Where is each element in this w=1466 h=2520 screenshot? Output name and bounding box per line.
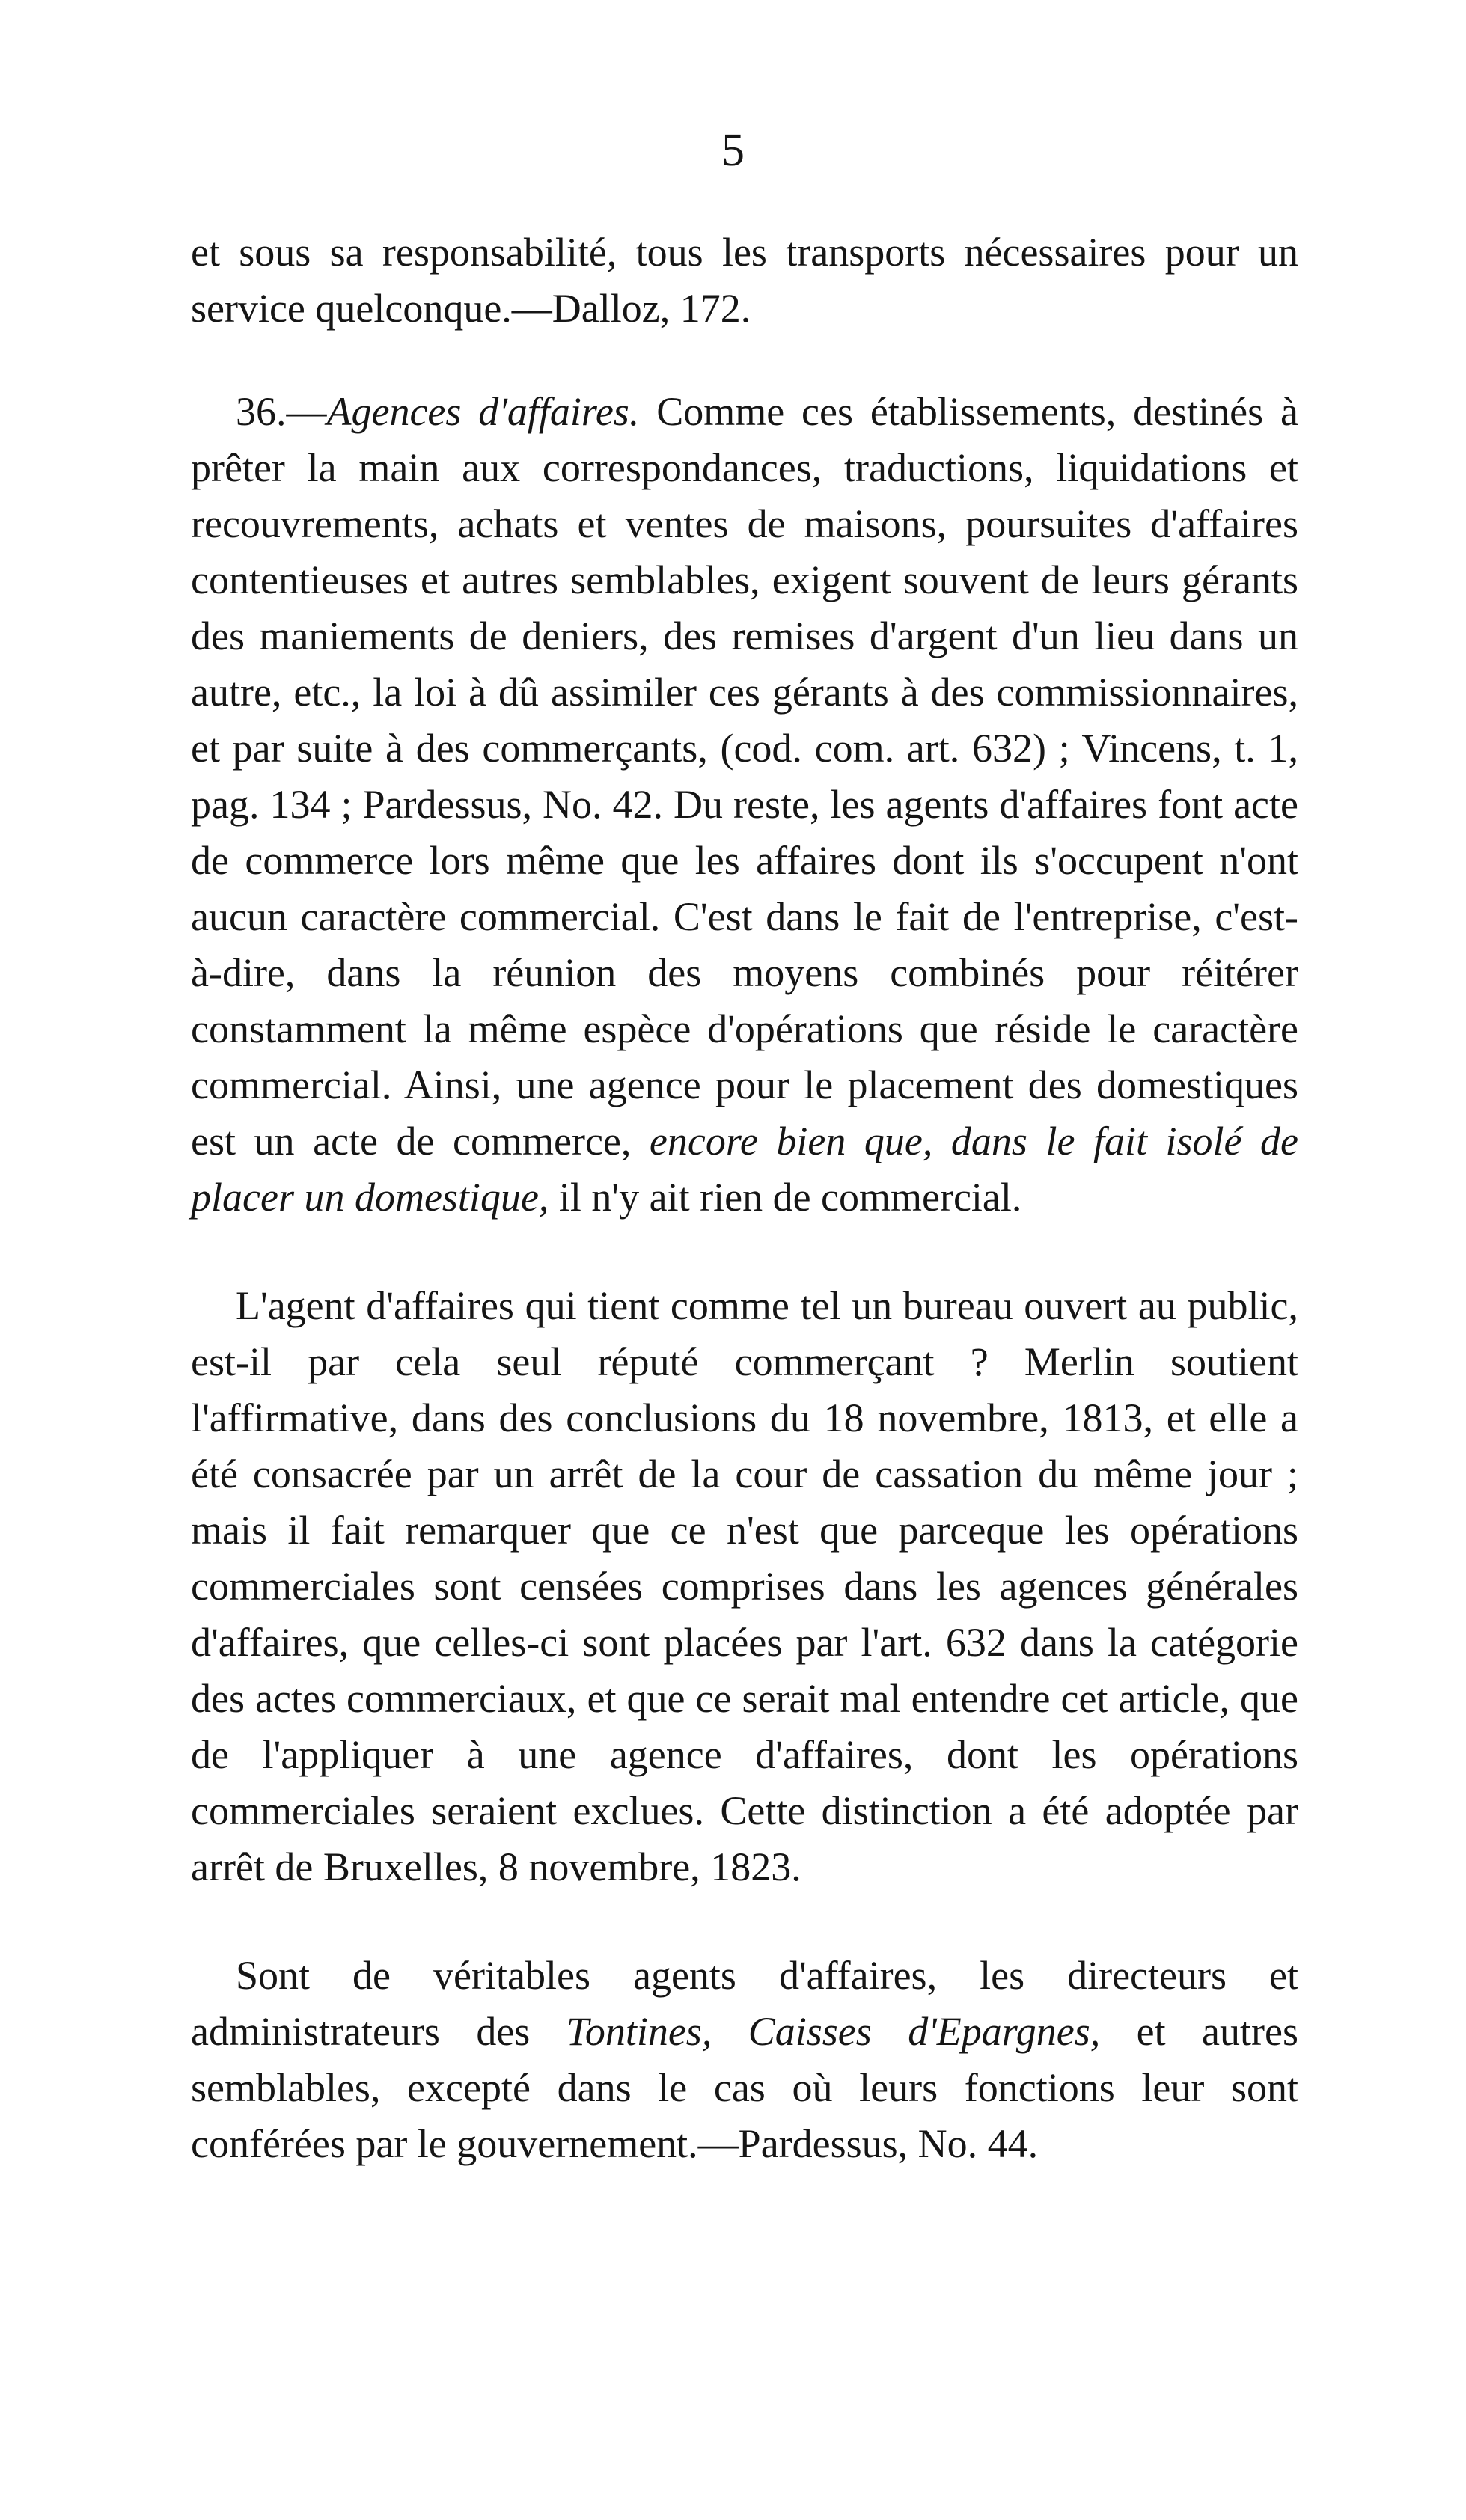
- page-number: 5: [721, 125, 745, 176]
- paragraph-text: et autres semblables, excepté dans le cas où leurs fonctions leur sont conférées par le gouvernement.—Pardessus, No. 44.: [191, 2009, 1298, 2166]
- paragraph-text: il n'y ait rien de commercial.: [549, 1175, 1022, 1220]
- italic-emphasis: encore bien que, dans le fait isolé de placer un domestique,: [191, 1119, 1298, 1220]
- paragraph-continuation: et sous sa responsabilité, tous les transports nécessaires pour un service quelconque.—Dalloz, 172.: [191, 230, 1298, 331]
- paragraph-agences-affaires: [191, 384, 1298, 1226]
- paragraph-tontines: [191, 1948, 1298, 2172]
- page-body: [191, 224, 1298, 2172]
- paragraph-text: Sont de véritables agents d'affaires, les directeurs et administrateurs des: [191, 1953, 1298, 2054]
- section-number: 36.—: [236, 389, 327, 434]
- italic-emphasis: Tontines, Caisses d'Epargnes,: [566, 2009, 1101, 2054]
- paragraph-text: Comme ces établissements, destinés à prêter la main aux correspondances, traductions, liquidations et recouvrements, achats et ventes de maisons, poursuites d'affaires contentieuses et autres semblables, exigent souvent de leurs gérants des maniements de deniers, des remises d'argent d'un lieu dans un autre, etc., la loi à dû assimiler ces gérants à des commissionnaires, et par suite à des commerçants, (cod. com. art. 632) ; Vincens, t. 1, pag. 134 ; Pardessus, No. 42. Du reste, les agents d'affaires font acte de commerce lors même que les affaires dont ils s'occupent n'ont aucun caractère commercial. C'est dans le fait de l'entreprise, c'est-à-dire, dans la réunion des moyens combinés pour réitérer constamment la même espèce d'opérations que réside le caractère commercial. Ainsi, une agence pour le placement des domestiques est un acte de commerce,: [191, 389, 1298, 1163]
- paragraph-agent-affaires: L'agent d'affaires qui tient comme tel un bureau ouvert au public, est-il par cela seul réputé commerçant ? Merlin soutient l'affirmative, dans des conclusions du 18 novembre, 1813, et elle a été consacrée par un arrêt de la cour de cassation du même jour ; mais il fait remarquer que ce n'est que parceque les opérations commerciales sont censées comprises dans les agences générales d'affaires, que celles-ci sont placées par l'art. 632 dans la catégorie des actes commerciaux, et que ce serait mal entendre cet article, que de l'appliquer à une agence d'affaires, dont les opérations commerciales seraient exclues. Cette distinction a été adoptée par arrêt de Bruxelles, 8 novembre, 1823.: [191, 1283, 1298, 1889]
- section-heading: Agences d'affaires.: [326, 389, 640, 434]
